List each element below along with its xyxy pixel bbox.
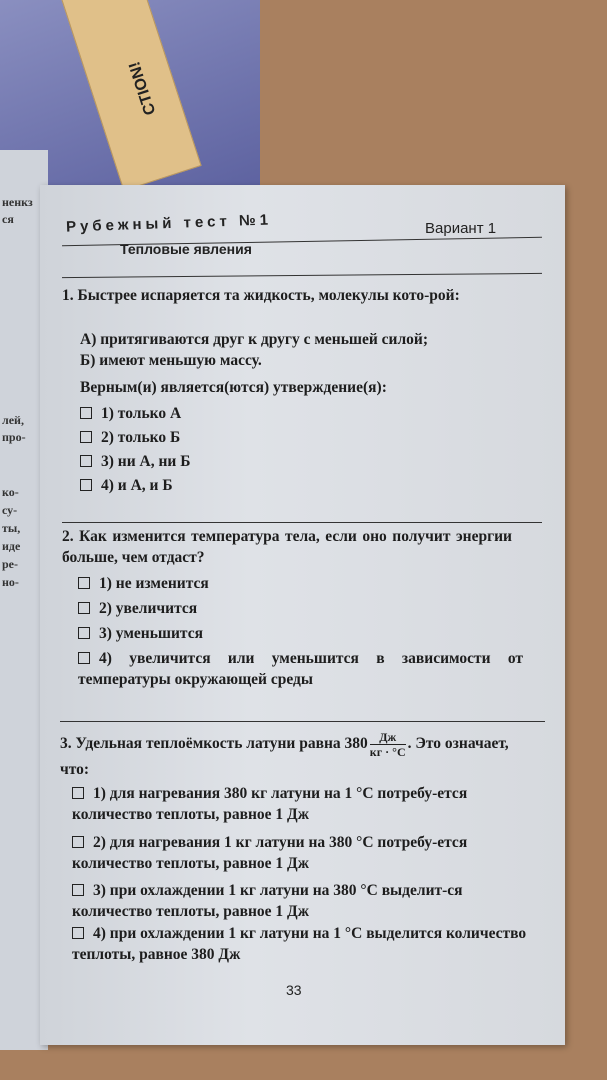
question-1-text: 1. Быстрее испаряется та жидкость, молекулы кото-рой:	[62, 287, 460, 304]
q3-option-3[interactable]	[72, 880, 537, 922]
q3-option-1[interactable]	[72, 783, 537, 825]
statement-b: Б) имеют меньшую массу.	[80, 352, 262, 369]
checkbox[interactable]	[78, 627, 90, 639]
q2-option-4[interactable]	[78, 648, 523, 690]
checkbox[interactable]	[80, 479, 92, 491]
q1-option-2[interactable]	[80, 427, 180, 448]
page-number: 33	[286, 982, 302, 998]
unit-fraction	[370, 730, 406, 759]
left-fragment: лей,	[2, 413, 24, 427]
left-fragment: про-	[2, 430, 26, 444]
option-label: 4) увеличится или уменьшится в зависимости от температуры окружающей среды	[78, 650, 523, 688]
option-label: 1) для нагревания 380 кг латуни на 1 °С потребу-ется количество теплоты, равное 1 Дж	[72, 785, 468, 823]
divider	[62, 522, 542, 523]
option-label: 2) для нагревания 1 кг латуни на 380 °С потребу-ется количество теплоты, равное 1 Дж	[72, 834, 468, 872]
question-2-text: 2. Как изменится температура тела, если оно получит энергии больше, чем отдаст?	[62, 528, 512, 566]
checkbox[interactable]	[80, 455, 92, 467]
topic-title: Тепловые явления	[120, 241, 252, 257]
checkbox[interactable]	[80, 431, 92, 443]
left-fragment: но-	[2, 575, 19, 589]
checkbox[interactable]	[72, 787, 84, 799]
option-label: 4) и А, и Б	[101, 477, 173, 494]
checkbox[interactable]	[72, 836, 84, 848]
q2-option-3[interactable]	[78, 623, 203, 644]
unit-numerator: Дж	[370, 730, 406, 745]
option-label: 3) при охлаждении 1 кг латуни на 380 °С выделит-ся количество теплоты, равное 1 Дж	[72, 882, 463, 920]
q1-option-4[interactable]	[80, 475, 173, 496]
divider	[62, 273, 542, 278]
left-fragment: су-	[2, 503, 18, 517]
workbook-page	[40, 185, 565, 1045]
q3-text-after: . Это означает, что:	[60, 735, 509, 778]
option-label: 2) только Б	[101, 429, 181, 446]
left-fragment: ре-	[2, 557, 18, 571]
q1-option-3[interactable]	[80, 451, 190, 472]
checkbox[interactable]	[78, 577, 90, 589]
left-fragment: ты,	[2, 521, 21, 535]
option-label: 3) ни А, ни Б	[101, 453, 191, 470]
option-label: 3) уменьшится	[99, 625, 203, 642]
variant-label: Вариант 1	[425, 220, 497, 237]
statement-a: А) притягиваются друг к другу с меньшей силой;	[80, 331, 429, 348]
left-fragment: иде	[2, 539, 21, 553]
left-fragment: ко-	[2, 485, 19, 499]
checkbox[interactable]	[72, 927, 84, 939]
divider	[60, 721, 545, 722]
q3-text-before: 3. Удельная теплоёмкость латуни равна 380	[60, 735, 368, 753]
left-fragment: ненкз	[2, 195, 33, 209]
checkbox[interactable]	[80, 407, 92, 419]
q3-option-2[interactable]	[72, 832, 537, 874]
unit-denominator: кг · °С	[369, 745, 406, 759]
q1-option-1[interactable]	[80, 403, 181, 424]
test-title: Рубежный тест №1	[65, 211, 273, 236]
q2-option-2[interactable]	[78, 598, 197, 619]
checkbox[interactable]	[72, 884, 84, 896]
option-label: 2) увеличится	[99, 600, 198, 617]
q2-option-1[interactable]	[78, 573, 209, 594]
option-label: 1) не изменится	[99, 575, 209, 592]
option-label: 1) только А	[101, 405, 182, 422]
q3-option-4[interactable]	[72, 923, 542, 965]
checkbox[interactable]	[78, 652, 90, 664]
question-3-text	[60, 730, 530, 780]
question-1-prompt: Верным(и) является(ются) утверждение(я):	[80, 379, 387, 396]
option-label: 4) при охлаждении 1 кг латуни на 1 °С выделится количество теплоты, равное 380 Дж	[72, 925, 527, 963]
ruler-label: CTION!	[126, 59, 160, 118]
checkbox[interactable]	[78, 602, 90, 614]
left-fragment: ся	[2, 212, 14, 226]
